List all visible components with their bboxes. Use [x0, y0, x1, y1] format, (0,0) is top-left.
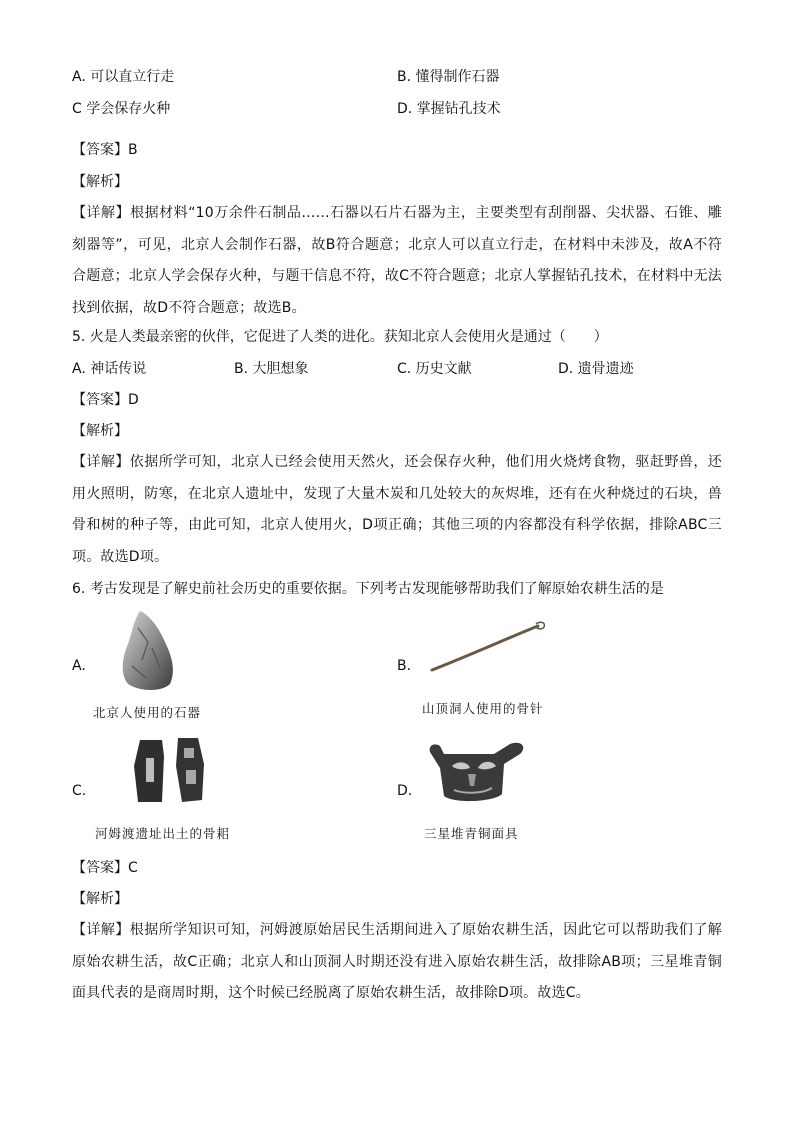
q4-option-a: A. 可以直立行走: [72, 69, 175, 85]
q5-option-b: B. 大胆想象: [234, 361, 309, 377]
q4-option-c: C 学会保存火种: [72, 101, 171, 117]
q6-caption-d: 三星堆青铜面具: [424, 826, 519, 841]
q6-answer: 【答案】C: [72, 860, 138, 876]
q4-analysis-label: 【解析】: [72, 174, 128, 190]
q4-answer: 【答案】B: [72, 142, 138, 158]
q6-option-a-letter: A.: [72, 658, 86, 674]
q4-detail: 【详解】根据材料“10万余件石制品……石器以石片石器为主，主要类型有刮削器、尖状器、石锥、雕刻器等”，可见，北京人会制作石器，故B符合题意；北京人可以直立行走，在材料中未涉及，故A不符合题意；北京人学会保存火种，与题干信息不符，故C不符合题意；北京人掌握钻孔技术，在材料中无法找到依据，故D不符合题意；故选B。: [72, 205, 722, 316]
q6-option-d-letter: D.: [397, 783, 413, 799]
q6-analysis-label: 【解析】: [72, 891, 128, 907]
bone-spade-icon: [132, 736, 214, 806]
q5-option-c: C. 历史文献: [397, 361, 472, 377]
q5-stem: 5. 火是人类最亲密的伙伴，它促进了人类的进化。获知北京人会使用火是通过（ ）: [72, 329, 608, 345]
q6-caption-c: 河姆渡遗址出土的骨耜: [95, 826, 231, 841]
q6-stem: 6. 考古发现是了解史前社会历史的重要依据。下列考古发现能够帮助我们了解原始农耕生活的是: [72, 581, 664, 597]
q6-caption-a: 北京人使用的石器: [93, 705, 202, 720]
q5-analysis-label: 【解析】: [72, 423, 128, 439]
q6-detail: 【详解】根据所学知识可知，河姆渡原始居民生活期间进入了原始农耕生活，因此它可以帮助我们了解原始农耕生活，故C正确；北京人和山顶洞人时期还没有进入原始农耕生活，故排除AB项；三星堆青铜面具代表的是商周时期，这个时候已经脱离了原始农耕生活，故排除D项。故选C。: [72, 922, 722, 1001]
q6-option-b-letter: B.: [397, 658, 412, 674]
q5-answer: 【答案】D: [72, 392, 139, 408]
q4-option-b: B. 懂得制作石器: [397, 69, 500, 85]
q4-option-d: D. 掌握钻孔技术: [397, 101, 501, 117]
q5-option-a: A. 神话传说: [72, 361, 147, 377]
bronze-mask-icon: [424, 738, 532, 806]
q6-option-c-letter: C.: [72, 783, 87, 799]
q6-caption-b: 山顶洞人使用的骨针: [422, 701, 544, 716]
bone-needle-icon: [428, 618, 548, 674]
stone-tool-icon: [118, 608, 178, 692]
q5-detail: 【详解】依据所学可知，北京人已经会使用天然火，还会保存火种，他们用火烧烤食物，驱赶野兽，还用火照明，防寒，在北京人遗址中，发现了大量木炭和几处较大的灰烬堆，还有在火种烧过的石块，兽骨和树的种子等，由此可知，北京人使用火，D项正确；其他三项的内容都没有科学依据，排除ABC三项。故选D项。: [72, 454, 722, 565]
q5-option-d: D. 遗骨遗迹: [558, 361, 634, 377]
